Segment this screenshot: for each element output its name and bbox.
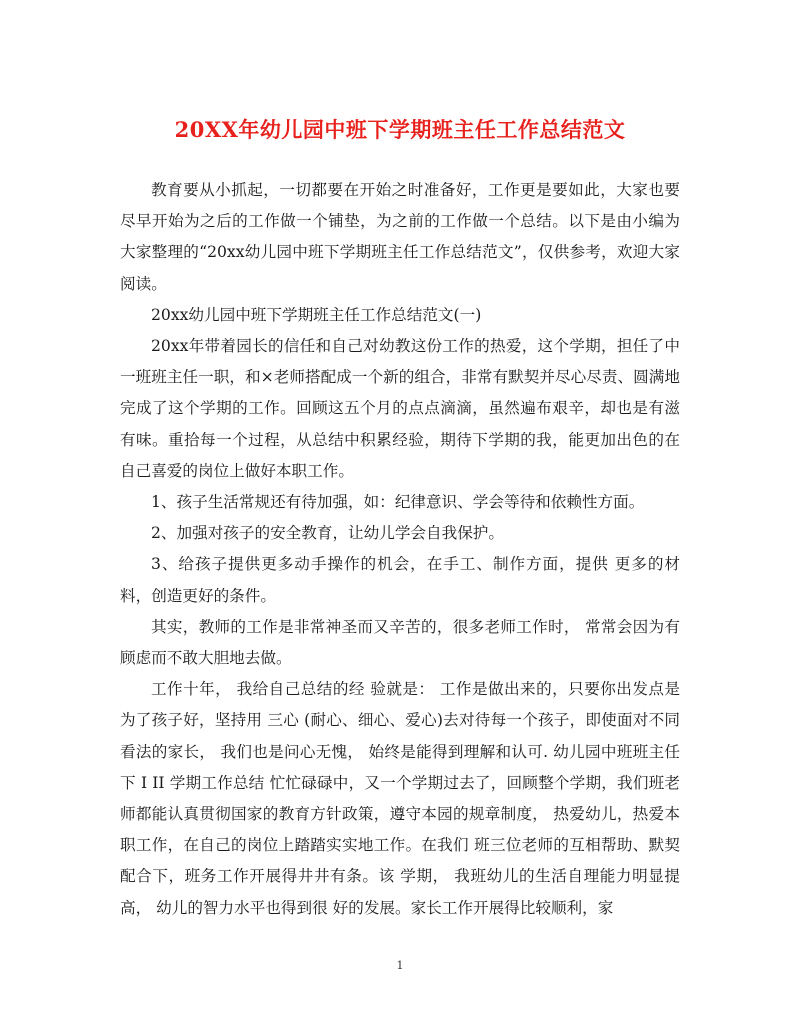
list-item-2: 2、加强对孩子的安全教育，让幼儿学会自我保护。 bbox=[151, 524, 504, 543]
paragraph-subtitle: 20xx幼儿园中班下学期班主任工作总结范文(一) bbox=[151, 305, 482, 324]
paragraph-body-3: 工作十年， 我给自己总结的经 验就是： 工作是做出来的，只要你出发点是为了孩子好，坚持用 三心 (耐心、细心、爱心)去对待每一个孩子，即使面对不同看法的家长， 我们也是问心无愧， 始终是能得到理解和认可. 幼儿园中班班主任下 I II 学期工作总结 忙忙碌碌中，又一个学期过去了，回顾整个学期，我们班老师都能认真贯彻国家的教育方针政策，遵守本园的规章制度， 热爱幼儿，热爱本职工作，在自己的岗位上踏踏实实地工作。在我们 班三位老师的互相帮助、默契配合下，班务工作开展得井井有条。该 学期， 我班幼儿的生活自理能力明显提高， 幼儿的智力水平也得到很 好的发展。家长工作开展得比较顺利，家 bbox=[120, 680, 680, 917]
paragraph-body-2: 其实，教师的工作是非常神圣而又辛苦的，很多老师工作时， 常常会因为有顾虑而不敢大胆地去做。 bbox=[120, 617, 680, 668]
document-body bbox=[120, 175, 680, 924]
list-item-1: 1、孩子生活常规还有待加强，如：纪律意识、学会等待和依赖性方面。 bbox=[151, 493, 645, 512]
page-number: 1 bbox=[396, 959, 404, 972]
paragraph-body-1: 20xx年带着园长的信任和自己对幼教这份工作的热爱，这个学期，担任了中一班班主任一职，和×老师搭配成一个新的组合，非常有默契并尽心尽责、圆满地完成了这个学期的工作。回顾这五个月的点点滴滴，虽然遍布艰辛，却也是有滋有味。重拾每一个过程，从总结中积累经验，期待下学期的我，能更加出色的在自己喜爱的岗位上做好本职工作。 bbox=[120, 337, 680, 480]
document-title: 20XX年幼儿园中班下学期班主任工作总结范文 bbox=[174, 117, 626, 142]
paragraph-intro: 教育要从小抓起，一切都要在开始之时准备好，工作更是要如此，大家也要尽早开始为之后的工作做一个铺垫，为之前的工作做一个总结。以下是由小编为大家整理的“20xx幼儿园中班下学期班主任工作总结范文”，仅供参考，欢迎大家阅读。 bbox=[120, 181, 680, 293]
list-item-3: 3、给孩子提供更多动手操作的机会，在手工、制作方面，提供 更多的材料，创造更好的条件。 bbox=[120, 555, 680, 605]
